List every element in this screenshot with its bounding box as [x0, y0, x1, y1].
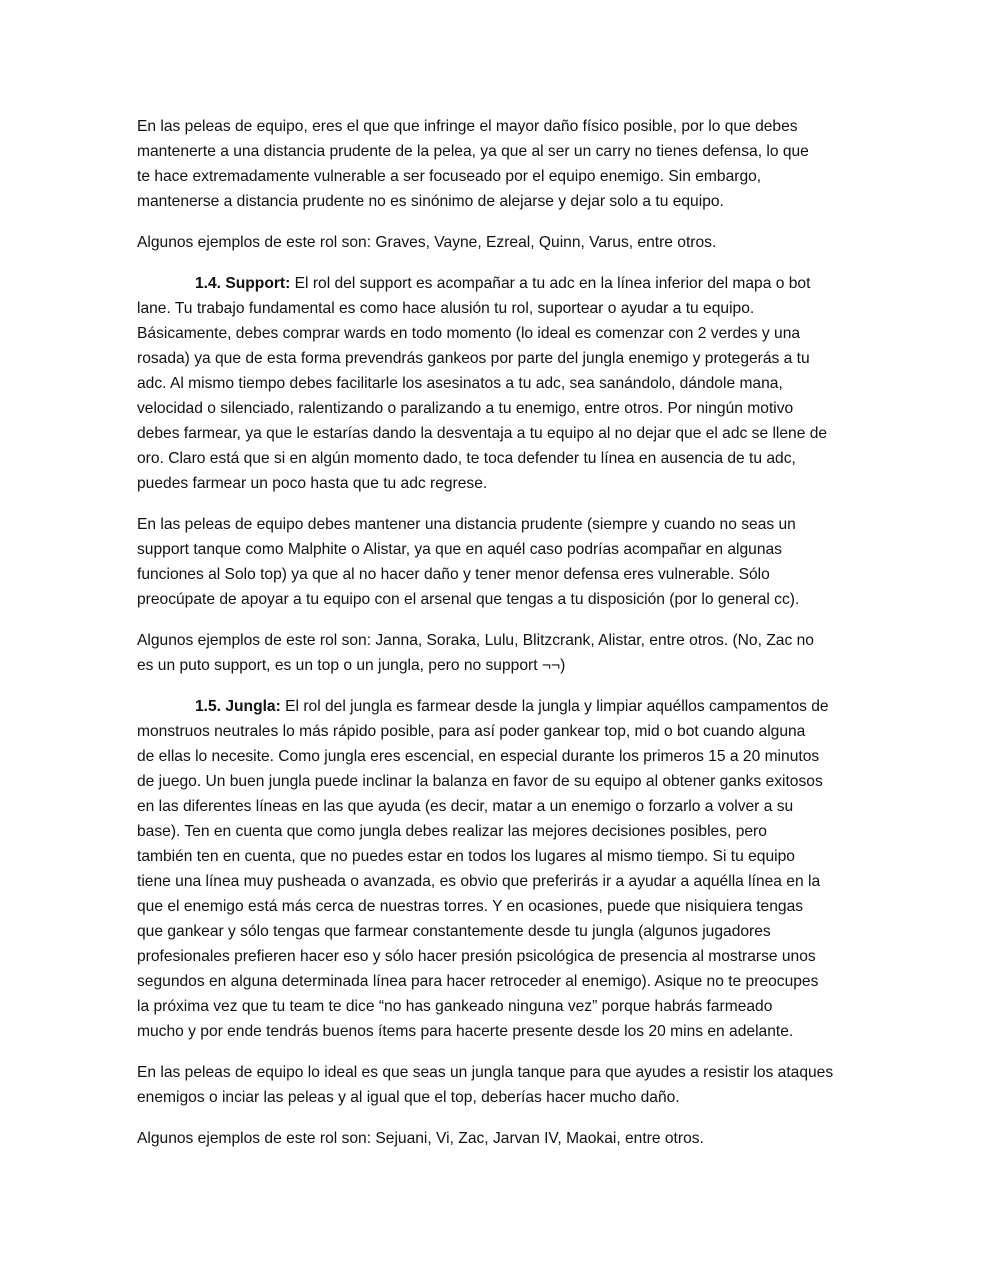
paragraph-teamfight-jungla: [137, 1060, 853, 1110]
text-line-first: [137, 694, 853, 719]
text-line: que el enemigo está más cerca de nuestras torres. Y en ocasiones, puede que nisiquiera tengas: [137, 898, 804, 915]
text-line: también ten en cuenta, que no puedes estar en todos los lugares al mismo tiempo. Si tu equipo: [137, 848, 795, 865]
text-line: debes farmear, ya que le estarías dando la desventaja a tu equipo al no dejar que el adc se llene de: [137, 425, 828, 442]
paragraph-support-examples: [137, 628, 853, 678]
text-line: te hace extremadamente vulnerable a ser focuseado por el equipo enemigo. Sin embargo,: [137, 168, 762, 185]
text-line: tiene una línea muy pusheada o avanzada, es obvio que preferirás ir a ayudar a aquélla línea en la: [137, 873, 821, 890]
paragraph-teamfight-adc: [137, 114, 853, 214]
text-line: En las peleas de equipo, eres el que que infringe el mayor daño físico posible, por lo que debes: [137, 118, 798, 135]
paragraph-teamfight-support: [137, 512, 853, 612]
text-line: es un puto support, es un top o un jungla, pero no support ¬¬): [137, 657, 566, 674]
text-line: Algunos ejemplos de este rol son: Graves, Vayne, Ezreal, Quinn, Varus, entre otros.: [137, 234, 717, 251]
text-line: Algunos ejemplos de este rol son: Janna, Soraka, Lulu, Blitzcrank, Alistar, entre otros. (No, Zac no: [137, 632, 814, 649]
text-line: En las peleas de equipo lo ideal es que seas un jungla tanque para que ayudes a resistir los ataques: [137, 1064, 834, 1081]
text-line: de ellas lo necesite. Como jungla eres escencial, en especial durante los primeros 15 a 20 minutos: [137, 748, 820, 765]
text-line-first: [137, 271, 853, 296]
document-page: [137, 114, 853, 1167]
heading-continuation: El rol del jungla es farmear desde la jungla y limpiar aquéllos campamentos de: [280, 698, 829, 715]
text-line: que gankear y sólo tengas que farmear constantemente desde tu jungla (algunos jugadores: [137, 923, 771, 940]
text-line: base). Ten en cuenta que como jungla debes realizar las mejores decisiones posibles, pero: [137, 823, 767, 840]
heading-continuation: El rol del support es acompañar a tu adc en la línea inferior del mapa o bot: [290, 275, 811, 292]
text-line: monstruos neutrales lo más rápido posible, para así poder gankear top, mid o bot cuando alguna: [137, 723, 806, 740]
text-line: profesionales prefieren hacer eso y sólo hacer presión psicológica de presencia al mostrarse unos: [137, 948, 816, 965]
paragraph-adc-examples: [137, 230, 853, 255]
text-line: de juego. Un buen jungla puede inclinar la balanza en favor de su equipo al obtener ganks exitosos: [137, 773, 823, 790]
text-line: mantenerse a distancia prudente no es sinónimo de alejarse y dejar solo a tu equipo.: [137, 193, 724, 210]
text-line: Algunos ejemplos de este rol son: Sejuani, Vi, Zac, Jarvan IV, Maokai, entre otros.: [137, 1130, 704, 1147]
text-line: velocidad o silenciado, ralentizando o paralizando a tu enemigo, entre otros. Por ningún motivo: [137, 400, 794, 417]
text-line: preocúpate de apoyar a tu equipo con el arsenal que tengas a tu disposición (por lo general cc).: [137, 591, 800, 608]
text-line: support tanque como Malphite o Alistar, ya que en aquél caso podrías acompañar en algunas: [137, 541, 782, 558]
paragraph-jungla: [137, 694, 853, 1044]
text-line: en las diferentes líneas en las que ayuda (es decir, matar a un enemigo o forzarlo a volver a su: [137, 798, 794, 815]
text-line: funciones al Solo top) ya que al no hacer daño y tener menor defensa eres vulnerable. Sólo: [137, 566, 770, 583]
text-line: segundos en alguna determinada línea para hacer retroceder al enemigo). Asique no te preocupes: [137, 973, 819, 990]
text-line: rosada) ya que de esta forma prevendrás gankeos por parte del jungla enemigo y protegerás a tu: [137, 350, 810, 367]
paragraph-jungla-examples: [137, 1126, 853, 1151]
section-heading-support: 1.4. Support:: [195, 275, 291, 292]
text-line: adc. Al mismo tiempo debes facilitarle los asesinatos a tu adc, sea sanándolo, dándole mana,: [137, 375, 783, 392]
text-line: lane. Tu trabajo fundamental es como hace alusión tu rol, suportear o ayudar a tu equipo.: [137, 300, 755, 317]
text-line: mantenerte a una distancia prudente de la pelea, ya que al ser un carry no tienes defensa, lo que: [137, 143, 809, 160]
text-line: oro. Claro está que si en algún momento dado, te toca defender tu línea en ausencia de tu adc,: [137, 450, 796, 467]
paragraph-support: [137, 271, 853, 496]
text-line: enemigos o inciar las peleas y al igual que el top, deberías hacer mucho daño.: [137, 1089, 680, 1106]
text-line: Básicamente, debes comprar wards en todo momento (lo ideal es comenzar con 2 verdes y una: [137, 325, 801, 342]
text-line: En las peleas de equipo debes mantener una distancia prudente (siempre y cuando no seas un: [137, 516, 796, 533]
section-heading-jungla: 1.5. Jungla:: [195, 698, 281, 715]
text-line: la próxima vez que tu team te dice “no has gankeado ninguna vez” porque habrás farmeado: [137, 998, 773, 1015]
text-line: puedes farmear un poco hasta que tu adc regrese.: [137, 475, 488, 492]
text-line: mucho y por ende tendrás buenos ítems para hacerte presente desde los 20 mins en adelante.: [137, 1023, 794, 1040]
